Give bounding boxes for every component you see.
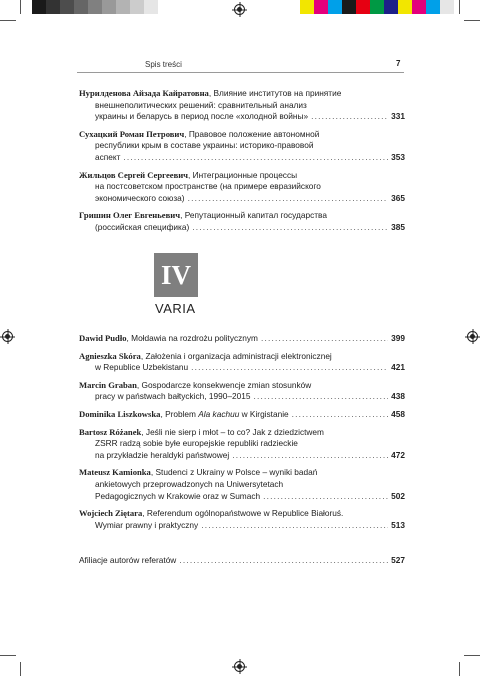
entry-page: 513 [391, 519, 405, 530]
toc-entry[interactable] [79, 210, 405, 233]
color-swatch [384, 0, 398, 14]
cmyk-color-bar [300, 0, 454, 14]
dot-leader [191, 362, 388, 374]
author-separator: , [141, 426, 146, 437]
author-separator: , [188, 169, 193, 180]
color-swatch [60, 0, 74, 14]
toc-entry[interactable] [79, 467, 405, 502]
crop-mark [0, 20, 16, 21]
color-swatch [398, 0, 412, 14]
entry-page: 331 [391, 111, 405, 122]
color-swatch [102, 0, 116, 14]
entry-author: Mateusz Kamionka [79, 467, 151, 478]
entry-title-line: Интеграционные процессы [192, 169, 298, 180]
entry-page: 399 [391, 333, 405, 343]
author-separator: , [184, 128, 189, 139]
grayscale-color-bar [32, 0, 158, 14]
toc-entry[interactable] [79, 427, 405, 462]
crop-mark [464, 20, 480, 21]
color-swatch [356, 0, 370, 14]
registration-mark-bottom-icon [234, 661, 245, 672]
entry-author: Marcin Graban [79, 379, 137, 390]
color-swatch [314, 0, 328, 14]
toc-entry[interactable] [79, 409, 405, 421]
dot-leader [192, 222, 388, 234]
entry-author: Dawid Pudło [79, 333, 127, 343]
entry-page: 458 [391, 408, 405, 419]
entry-title-line: Pedagogicznych w Krakowie oraz w Sumach [95, 490, 261, 501]
entry-title-line: Влияние институтов на принятие [213, 88, 342, 98]
crop-mark [459, 662, 460, 676]
running-header-title: Spis treści [145, 60, 182, 69]
crop-mark [20, 0, 21, 14]
entry-title-line: na przykładzie heraldyki państwowej [95, 449, 230, 460]
entry-title-line: Założenia i organizacja administracji elektronicznej [145, 350, 332, 361]
color-swatch [412, 0, 426, 14]
author-separator: , [160, 408, 166, 419]
entry-title-line: pracy w państwach bałtyckich, 1990–2015 [95, 391, 251, 402]
entry-title-line: республики крым в составе украины: историко-правовой [95, 140, 314, 151]
registration-mark-top-icon [234, 4, 245, 15]
entry-title-line: (российская специфика) [95, 221, 190, 232]
entry-title-line: Referendum ogólnopaństwowe w Republice Białoruś. [146, 508, 344, 519]
dot-leader [311, 111, 388, 123]
entry-title-line: Правовое положение автономной [188, 128, 320, 139]
dot-leader [123, 152, 388, 164]
toc-entry[interactable] [79, 170, 405, 205]
entry-title-line: на постсоветском пространстве (на примере евразийского [95, 181, 321, 192]
color-swatch [130, 0, 144, 14]
entry-title-line: экономического союза) [95, 192, 185, 203]
entry-page: 527 [391, 555, 405, 565]
color-swatch [74, 0, 88, 14]
entry-page: 502 [391, 490, 405, 501]
color-swatch [116, 0, 130, 14]
entry-title-line: w Republice Uzbekistanu [95, 362, 189, 373]
color-swatch [144, 0, 158, 14]
entry-author: Нурилденова Айзада Кайратовна [79, 88, 209, 98]
entry-title-line: Mołdawia na rozdrożu politycznym [131, 333, 258, 343]
entry-author: Сухацкий Роман Петрович [79, 128, 185, 139]
color-swatch [342, 0, 356, 14]
dot-leader [292, 409, 388, 421]
entry-page: 353 [391, 151, 405, 162]
dot-leader [232, 450, 388, 462]
header-rule [77, 72, 404, 73]
dot-leader [201, 520, 388, 532]
entry-title-line: ankietowych przeprowadzonych na Uniwersytetach [95, 478, 284, 489]
toc-entry[interactable] [79, 380, 405, 403]
entry-title-line: ZSRR radzą sobie byłe europejskie republiki radzieckie [95, 438, 298, 449]
author-separator: , [136, 379, 142, 390]
color-swatch [328, 0, 342, 14]
color-swatch [46, 0, 60, 14]
toc-entry[interactable] [79, 508, 405, 531]
registration-mark-right-icon [467, 331, 478, 342]
entry-author: Wojciech Ziętara [79, 508, 143, 519]
entry-author: Dominika Liszkowska [79, 408, 161, 419]
dot-leader [263, 491, 388, 503]
entry-title-line: Problem Ala kachuu w Kirgistanie [165, 408, 289, 419]
color-swatch [440, 0, 454, 14]
registration-mark-left-icon [2, 331, 13, 342]
author-separator: , [180, 210, 185, 221]
entry-page: 472 [391, 449, 405, 460]
color-swatch [300, 0, 314, 14]
page-number: 7 [396, 59, 401, 68]
toc-entry[interactable] [79, 351, 405, 374]
dot-leader [179, 555, 388, 567]
entry-title-line: аспект [95, 151, 121, 162]
entry-title-line: Репутационный капитал государства [184, 210, 327, 221]
color-swatch [32, 0, 46, 14]
italic-term: Ala kachuu [198, 408, 240, 419]
crop-mark [464, 655, 480, 656]
author-separator: , [140, 350, 146, 361]
color-swatch [370, 0, 384, 14]
dot-leader [261, 333, 388, 345]
crop-mark [0, 655, 16, 656]
toc-entry[interactable] [79, 555, 405, 567]
author-separator: , [126, 333, 132, 343]
entry-author: Гришин Олег Евгеньевич [79, 210, 181, 221]
color-swatch [88, 0, 102, 14]
entry-title-line: Wymiar prawny i praktyczny [95, 519, 199, 530]
toc-afiliacje [79, 555, 405, 573]
entry-title-line: украины и беларусь в период после «холодной войны» [95, 111, 309, 122]
entry-title-line: Studenci z Ukrainy w Polsce – wyniki badań [155, 467, 318, 478]
entry-author: Agnieszka Skóra [79, 350, 141, 361]
dot-leader [253, 391, 388, 403]
entry-author: Bartosz Różanek [79, 426, 142, 437]
section-numeral: IV [154, 253, 198, 297]
entry-title-line: Gospodarcze konsekwencje zmian stosunków [141, 379, 312, 390]
entry-title-line: Jeśli nie sierp i młot – to co? Jak z dziedzictwem [145, 426, 324, 437]
color-swatch [426, 0, 440, 14]
toc-list-varia [79, 333, 405, 537]
entry-title-line: внешнеполитических решений: сравнительный анализ [95, 99, 307, 110]
toc-entry[interactable] [79, 333, 405, 345]
toc-list-continued [79, 88, 405, 240]
author-separator: , [142, 508, 147, 519]
entry-page: 421 [391, 362, 405, 373]
author-separator: , [208, 88, 214, 98]
crop-mark [20, 662, 21, 676]
toc-entry[interactable] [79, 88, 405, 123]
entry-page: 438 [391, 391, 405, 402]
entry-page: 365 [391, 192, 405, 203]
entry-title: Afiliacje autorów referatów [79, 555, 177, 565]
author-separator: , [150, 467, 156, 478]
entry-author: Жильцов Сергей Сергеевич [79, 169, 189, 180]
section-title: VARIA [155, 301, 196, 316]
dot-leader [188, 193, 388, 205]
crop-mark [459, 0, 460, 14]
entry-page: 385 [391, 221, 405, 232]
toc-entry[interactable] [79, 129, 405, 164]
